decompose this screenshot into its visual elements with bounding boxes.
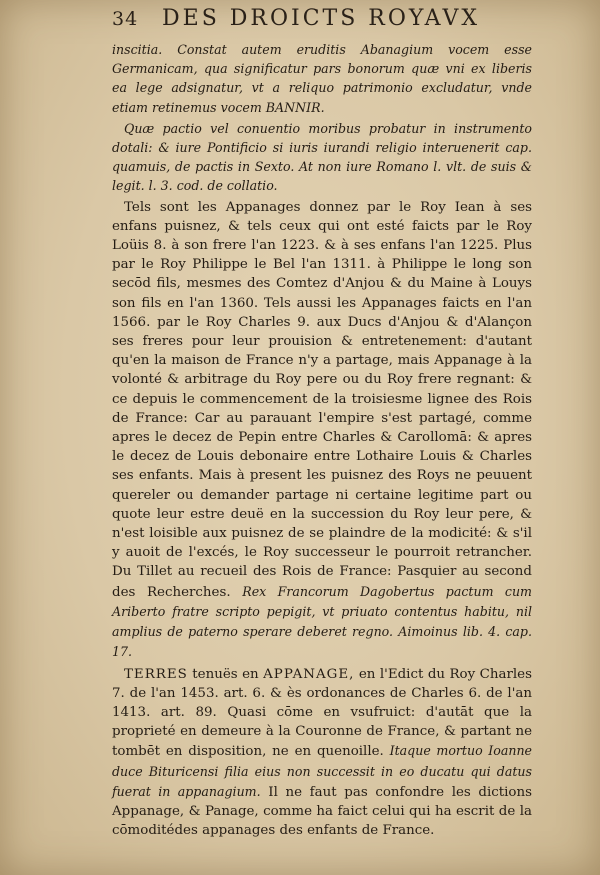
- page-header: [112, 6, 532, 36]
- term-appanage: APPANAGE,: [263, 666, 355, 682]
- lead-word-terres: TERRES: [124, 666, 188, 682]
- latin-paragraph-1: inscitia. Constat autem eruditis Abanagium vocem esse Germanicam, qua significatur pars bonorum quæ vni ex liberis ea lege adsignatur, vt a reliquo patrimonio excludatur, vnde etiam retinemus vocem BANNIR.: [112, 42, 532, 115]
- page-number: 34: [112, 8, 139, 30]
- paragraph-appanages: [112, 198, 532, 663]
- latin-paragraph-2: Quæ pactio vel conuentio moribus probatur in instrumento dotali: & iure Pontificio si iuris iurandi religio interuenerit cap. quamuis, de pactis in Sexto. At non iure Romano l. vlt. de suis & legit. l. 3. cod. de collatio.: [112, 120, 532, 194]
- paragraph-terres-text-c: Il ne faut pas confondre les dictions Appanage, & Panage, comme ha faict celui qui ha escrit de la cōmoditédes appanages des enfants de France.: [112, 784, 532, 839]
- latin-quotation-dagobert: Rex Francorum Dagobertus pactum cum Ariberto fratre scripto pepigit, vt priuato contentus habitu, nil amplius de paterno sperare deberet regno. Aimoinus lib. 4. cap. 17.: [112, 583, 532, 660]
- paragraph-terres: [112, 665, 532, 841]
- paragraph-appanages-text: Tels sont les Appanages donnez par le Roy Iean à ses enfans puisnez, & tels ceux qui ont esté faicts par le Roy Loüis 8. à son frere l'an 1223. & à ses enfans l'an 1225. Plus par le Roy Philippe le Bel l'an 1311. à Philippe le long son secōd fils, mesmes des Comtez d'Anjou & du Maine à Louys son fils en l'an 1360. Tels aussi les Appanages faicts en l'an 1566. par le Roy Charles 9. aux Ducs d'Anjou & d'Alançon ses freres pour leur prouision & entretenement: d'autant qu'en la maison de France n'y a partage, mais Appanage à la volonté & arbitrage du Roy pere ou du Roy frere regnant: & ce depuis le commencement de la troisiesme lignee des Rois de France: Car au parauant l'empire s'est partagé, comme apres le decez de Pepin entre Charles & Carollomā: & apres le decez de Louis debonaire entre Lothaire Louis & Charles ses enfants. Mais à present les puisnez des Roys ne peuuent quereler ou demander partage ni certaine legitime part ou quote leur estre deuë en la succession du Roy leur pere, & n'est loisible aux puisnez de se plaindre de la modicité: & s'il y auoit de l'excés, le Roy successeur le pourroit retrancher. Du Tillet au recueil des Rois de France: Pasquier au second des Recherches.: [112, 199, 532, 600]
- paragraph-terres-text-b: en l'Edict du Roy Charles 7. de l'an 1453. art. 6. & ès ordonances de Charles 6. de l'an 1413. art. 89. Quasi cōme en vsufruict: d'autāt que la proprieté en demeure à la Couronne de France, & partant ne tombēt en disposition, ne en quenoille.: [112, 666, 532, 760]
- paragraph-terres-text-a: tenuës en: [192, 666, 259, 682]
- latin-quotation-bituricensi: Itaque mortuo Ioanne duce Bituricensi filia eius non successit in eo ducatu qui datus fuerat in appanagium.: [112, 743, 533, 799]
- running-head: DES DROICTS ROYAVX: [162, 6, 481, 31]
- body-text: [112, 40, 532, 840]
